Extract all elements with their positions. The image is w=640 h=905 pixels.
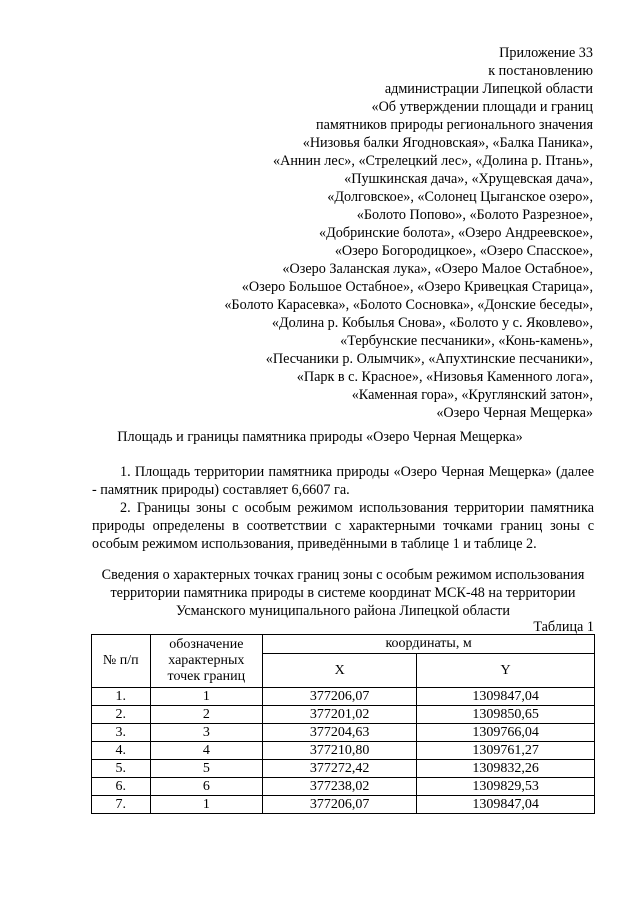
appendix-line: «Долговское», «Солонец Цыганское озеро», [327, 189, 593, 205]
cell-point: 4 [150, 742, 263, 760]
cell-number: 7. [92, 796, 151, 814]
appendix-line: «Низовья балки Ягодновская», «Балка Паника», [302, 135, 593, 151]
cell-number: 1. [92, 688, 151, 706]
table-row [92, 778, 595, 796]
cell-point: 2 [150, 706, 263, 724]
cell-x: 377272,42 [263, 760, 417, 778]
caption-line: Сведения о характерных точках границ зоны с особым режимом использования [101, 567, 585, 583]
header-coordinates: координаты, м [263, 635, 595, 654]
caption-line: территории памятника природы в системе координат МСК-48 на территории [110, 585, 576, 601]
table-header-row [92, 635, 595, 654]
cell-y: 1309847,04 [417, 796, 595, 814]
table-row [92, 760, 595, 778]
appendix-line: «Парк в с. Красное», «Низовья Каменного лога», [296, 369, 593, 385]
appendix-line: к постановлению [488, 63, 593, 79]
cell-y: 1309766,04 [417, 724, 595, 742]
appendix-line: «Озеро Богородицкое», «Озеро Спасское», [334, 243, 593, 259]
caption-line: Усманского муниципального района Липецкой области [176, 603, 510, 619]
cell-x: 377204,63 [263, 724, 417, 742]
cell-y: 1309761,27 [417, 742, 595, 760]
cell-y: 1309850,65 [417, 706, 595, 724]
header-x: X [263, 654, 417, 688]
appendix-line: «Тербунские песчаники», «Конь-камень», [340, 333, 593, 349]
paragraph-boundaries: 2. Границы зоны с особым режимом использования территории памятника природы определены в соответствии с характерными точками границ зоны с особым режимом использования, приведёнными в таблице 1 и таблице 2. [92, 500, 594, 552]
document-title: Площадь и границы памятника природы «Озеро Черная Мещерка» [117, 429, 523, 445]
cell-number: 4. [92, 742, 151, 760]
cell-y: 1309847,04 [417, 688, 595, 706]
cell-y: 1309829,53 [417, 778, 595, 796]
cell-point: 3 [150, 724, 263, 742]
appendix-line: «Каменная гора», «Круглянский затон», [351, 387, 593, 403]
cell-x: 377206,07 [263, 688, 417, 706]
cell-x: 377210,80 [263, 742, 417, 760]
cell-point: 6 [150, 778, 263, 796]
paragraph-area: 1. Площадь территории памятника природы «Озеро Черная Мещерка» (далее - памятник природы) составляет 6,6607 га. [92, 464, 594, 498]
cell-point: 1 [150, 796, 263, 814]
cell-number: 2. [92, 706, 151, 724]
table-row [92, 706, 595, 724]
table-row [92, 688, 595, 706]
cell-point: 5 [150, 760, 263, 778]
appendix-line: «Добринские болота», «Озеро Андреевское», [319, 225, 593, 241]
coordinates-table [91, 634, 595, 814]
cell-x: 377201,02 [263, 706, 417, 724]
appendix-line: Приложение 33 [499, 45, 593, 61]
table-row [92, 742, 595, 760]
appendix-line: «Долина р. Кобылья Снова», «Болото у с. Яковлево», [271, 315, 593, 331]
appendix-header [224, 44, 593, 422]
header-number: № п/п [92, 635, 151, 688]
cell-x: 377206,07 [263, 796, 417, 814]
appendix-line: памятников природы регионального значения [316, 117, 593, 133]
header-point-designation: обозначение характерных точек границ [150, 635, 263, 688]
appendix-line: «Аннин лес», «Стрелецкий лес», «Долина р. Птань», [272, 153, 593, 169]
appendix-line: «Пушкинская дача», «Хрущевская дача», [344, 171, 593, 187]
appendix-line: «Озеро Большое Остабное», «Озеро Кривецкая Старица», [241, 279, 593, 295]
appendix-line: «Песчаники р. Олымчик», «Апухтинские песчаники», [265, 351, 593, 367]
appendix-line: «Болото Карасевка», «Болото Сосновка», «Донские беседы», [224, 297, 593, 313]
cell-y: 1309832,26 [417, 760, 595, 778]
appendix-line: «Болото Попово», «Болото Разрезное», [356, 207, 593, 223]
appendix-line: администрации Липецкой области [384, 81, 593, 97]
table-number-label: Таблица 1 [533, 619, 594, 635]
cell-point: 1 [150, 688, 263, 706]
cell-x: 377238,02 [263, 778, 417, 796]
cell-number: 6. [92, 778, 151, 796]
appendix-line: «Озеро Черная Мещерка» [436, 405, 593, 421]
cell-number: 5. [92, 760, 151, 778]
table-caption [70, 566, 616, 620]
appendix-line: «Об утверждении площади и границ [371, 99, 593, 115]
header-y: Y [417, 654, 595, 688]
table-row [92, 724, 595, 742]
table-row [92, 796, 595, 814]
appendix-line: «Озеро Заланская лука», «Озеро Малое Остабное», [282, 261, 593, 277]
cell-number: 3. [92, 724, 151, 742]
